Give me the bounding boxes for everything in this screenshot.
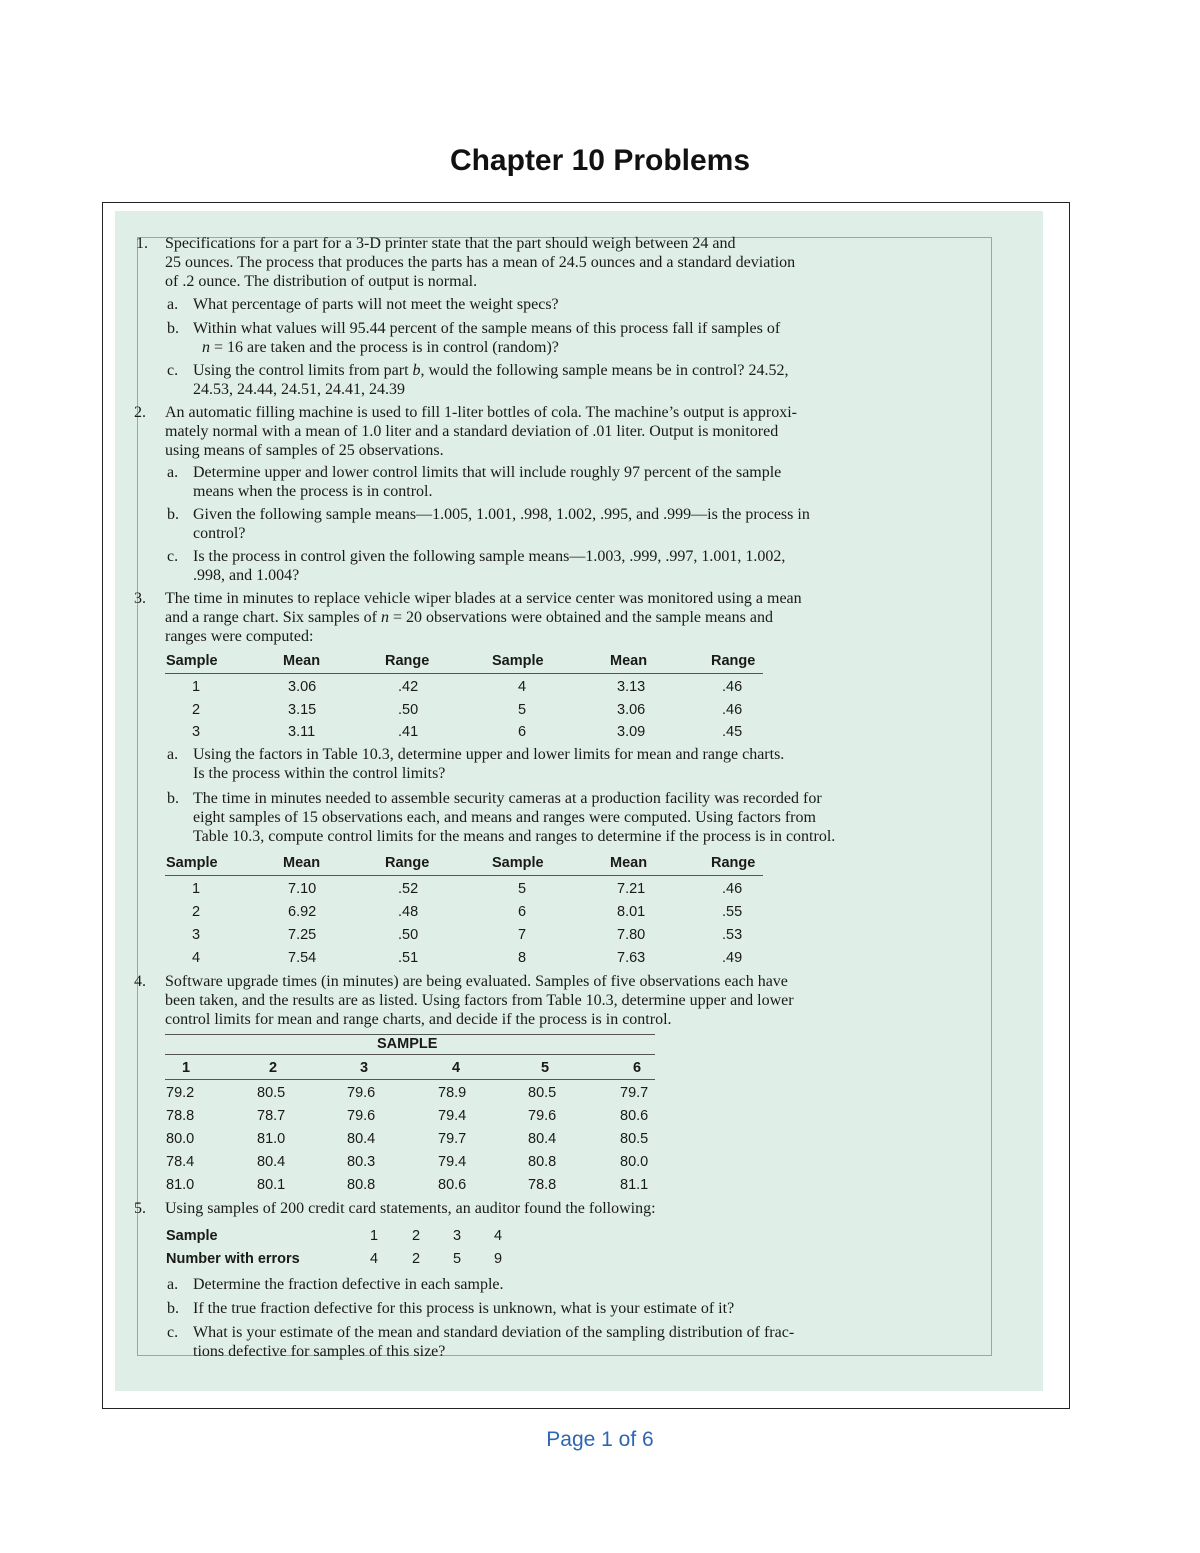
table-1-header: Range: [385, 653, 430, 669]
table-cell: 79.6: [347, 1085, 376, 1101]
table-1-header: Sample: [166, 653, 218, 669]
part-c-label: c.: [167, 362, 179, 379]
table-cell: 4: [494, 1228, 503, 1244]
table-1-header: Range: [711, 653, 756, 669]
table-cell: 79.6: [347, 1108, 376, 1124]
table-cell: 81.0: [257, 1131, 286, 1147]
table-2-header: Range: [711, 855, 756, 871]
table-cell: 78.4: [166, 1154, 195, 1170]
part-c-label: c.: [167, 1324, 179, 1341]
table-cell: 9: [494, 1251, 503, 1267]
table-cell: 7.63: [617, 950, 646, 966]
table-3-header: 3: [360, 1060, 369, 1076]
table-cell: 6.92: [288, 904, 317, 920]
problem-3a-text: Is the process within the control limits?: [193, 765, 446, 782]
problem-2-line: mately normal with a mean of 1.0 liter and a standard deviation of .01 liter. Output is monitored: [165, 423, 779, 440]
table-cell: 1: [192, 679, 201, 695]
table-cell: 2: [412, 1251, 421, 1267]
table-cell: 80.6: [620, 1108, 649, 1124]
table-cell: 80.5: [620, 1131, 649, 1147]
problem-1b-text: Within what values will 95.44 percent of the sample means of this process fall if samples of: [193, 320, 781, 337]
problem-5-number: 5.: [134, 1200, 146, 1217]
problem-2-line: using means of samples of 25 observations.: [165, 442, 444, 459]
problem-4-line: Software upgrade times (in minutes) are being evaluated. Samples of five observations each have: [165, 973, 788, 990]
page-number: Page 1 of 6: [546, 1428, 654, 1451]
table-cell: 2: [192, 702, 201, 718]
table-cell: .51: [398, 950, 419, 966]
problem-3-number: 3.: [134, 590, 146, 607]
part-b-label: b.: [167, 320, 179, 337]
table-4-row-label: Number with errors: [166, 1251, 300, 1267]
page-title: Chapter 10 Problems: [449, 144, 751, 177]
problem-4-line: been taken, and the results are as listed. Using factors from Table 10.3, determine upper and lower: [165, 992, 794, 1009]
table-1-header: Mean: [610, 653, 648, 669]
part-a-label: a.: [167, 464, 179, 481]
table-cell: 5: [518, 881, 527, 897]
table-cell: 6: [518, 724, 527, 740]
table-cell: 8.01: [617, 904, 646, 920]
table-cell: 4: [370, 1251, 379, 1267]
table-cell: .55: [722, 904, 743, 920]
table-cell: 80.5: [257, 1085, 286, 1101]
problem-2b-text: control?: [193, 525, 246, 542]
table-3-rule-mid: [165, 1054, 655, 1055]
table-cell: 78.8: [166, 1108, 195, 1124]
part-c-label: c.: [167, 548, 179, 565]
table-cell: 3: [192, 724, 201, 740]
table-cell: 81.0: [166, 1177, 195, 1193]
table-cell: 81.1: [620, 1177, 649, 1193]
problem-3a-text: Using the factors in Table 10.3, determine upper and lower limits for mean and range charts.: [193, 746, 785, 763]
table-cell: 6: [518, 904, 527, 920]
table-2-header: Sample: [492, 855, 544, 871]
table-cell: 3.09: [617, 724, 646, 740]
table-3-header: 4: [452, 1060, 461, 1076]
table-cell: .42: [398, 679, 419, 695]
table-cell: 3.06: [617, 702, 646, 718]
table-cell: 80.4: [257, 1154, 286, 1170]
table-cell: 79.7: [620, 1085, 649, 1101]
problem-2-line: An automatic filling machine is used to fill 1-liter bottles of cola. The machine’s output is approxi-: [165, 404, 798, 421]
table-cell: 80.4: [347, 1131, 376, 1147]
table-cell: 3: [192, 927, 201, 943]
table-1-rule: [165, 673, 763, 674]
table-cell: .46: [722, 881, 743, 897]
table-cell: 2: [412, 1228, 421, 1244]
problem-1c-text: [193, 361, 788, 380]
table-cell: .46: [722, 679, 743, 695]
table-cell: 3: [453, 1228, 462, 1244]
problem-3b-text: The time in minutes needed to assemble security cameras at a production facility was recorded for: [193, 790, 822, 807]
problem-1a-text: What percentage of parts will not meet the weight specs?: [193, 296, 559, 313]
problem-1c-text: 24.53, 24.44, 24.51, 24.41, 24.39: [193, 381, 405, 398]
table-cell: 80.1: [257, 1177, 286, 1193]
problem-5c-text: tions defective for samples of this size?: [193, 1343, 446, 1360]
table-2-header: Range: [385, 855, 430, 871]
problem-1-number: 1.: [136, 235, 148, 252]
table-cell: 80.8: [528, 1154, 557, 1170]
table-cell: 1: [370, 1228, 379, 1244]
problem-3b-text: eight samples of 15 observations each, and means and ranges were computed. Using factors from: [193, 809, 816, 826]
table-cell: 79.2: [166, 1085, 195, 1101]
table-cell: .50: [398, 702, 419, 718]
table-3-group-header: SAMPLE: [377, 1036, 438, 1052]
table-cell: .48: [398, 904, 419, 920]
table-cell: 79.4: [438, 1108, 467, 1124]
table-cell: 7.80: [617, 927, 646, 943]
problem-2c-text: .998, and 1.004?: [193, 567, 300, 584]
variable-b: b: [412, 362, 421, 379]
problem-5a-text: Determine the fraction defective in each sample.: [193, 1276, 504, 1293]
table-4-row-label: Sample: [166, 1228, 218, 1244]
table-cell: 7.54: [288, 950, 317, 966]
table-cell: .53: [722, 927, 743, 943]
problem-1c-text-rest: , would the following sample means be in control? 24.52,: [420, 362, 789, 379]
part-b-label: b.: [167, 790, 179, 807]
problem-2-number: 2.: [134, 404, 146, 421]
table-cell: .41: [398, 724, 419, 740]
table-cell: 5: [518, 702, 527, 718]
table-cell: .45: [722, 724, 743, 740]
problem-3-line-rest: = 20 observations were obtained and the sample means and: [392, 609, 773, 626]
problem-1-line: of .2 ounce. The distribution of output is normal.: [165, 273, 478, 290]
table-3-header: 6: [633, 1060, 642, 1076]
table-3-header: 1: [182, 1060, 191, 1076]
table-cell: 80.0: [620, 1154, 649, 1170]
variable-n: n: [380, 609, 389, 626]
table-cell: 8: [518, 950, 527, 966]
table-3-header: 2: [269, 1060, 278, 1076]
table-cell: 80.5: [528, 1085, 557, 1101]
table-cell: 7.10: [288, 881, 317, 897]
table-2-header: Mean: [610, 855, 648, 871]
problem-2b-text: Given the following sample means—1.005, 1.001, .998, 1.002, .995, and .999—is the process in: [193, 506, 810, 523]
table-cell: 7.25: [288, 927, 317, 943]
table-cell: .49: [722, 950, 743, 966]
table-1-header: Mean: [283, 653, 321, 669]
problem-1b-text-rest: = 16 are taken and the process is in control (random)?: [214, 339, 559, 356]
part-a-label: a.: [167, 1276, 179, 1293]
table-cell: 4: [192, 950, 201, 966]
table-cell: 5: [453, 1251, 462, 1267]
part-b-label: b.: [167, 1300, 179, 1317]
problem-2a-text: Determine upper and lower control limits that will include roughly 97 percent of the sample: [193, 464, 782, 481]
problem-3-line: [165, 608, 773, 627]
table-3-header: 5: [541, 1060, 550, 1076]
problem-2c-text: Is the process in control given the following sample means—1.003, .999, .997, 1.001, 1.002,: [193, 548, 786, 565]
table-3-rule-bottom: [165, 1079, 655, 1080]
table-cell: 79.7: [438, 1131, 467, 1147]
problem-3-line-start: and a range chart. Six samples of: [165, 609, 377, 626]
problem-3-line: ranges were computed:: [165, 628, 314, 645]
table-cell: 78.9: [438, 1085, 467, 1101]
table-cell: 3.06: [288, 679, 317, 695]
table-cell: 3.15: [288, 702, 317, 718]
table-cell: 80.8: [347, 1177, 376, 1193]
table-cell: 3.13: [617, 679, 646, 695]
variable-n: n: [202, 339, 210, 356]
problem-4-line: control limits for mean and range charts, and decide if the process is in control.: [165, 1011, 672, 1028]
table-cell: .50: [398, 927, 419, 943]
table-cell: 7.21: [617, 881, 646, 897]
problem-2a-text: means when the process is in control.: [193, 483, 433, 500]
table-1-header: Sample: [492, 653, 544, 669]
table-cell: 80.4: [528, 1131, 557, 1147]
table-cell: 80.0: [166, 1131, 195, 1147]
table-cell: 79.4: [438, 1154, 467, 1170]
table-2-rule: [165, 875, 763, 876]
table-2-header: Sample: [166, 855, 218, 871]
table-cell: 4: [518, 679, 527, 695]
problem-1-line: Specifications for a part for a 3-D printer state that the part should weigh between 24 and: [165, 235, 736, 252]
part-a-label: a.: [167, 296, 179, 313]
problem-1-line: 25 ounces. The process that produces the parts has a mean of 24.5 ounces and a standard deviation: [165, 254, 796, 271]
table-3-rule-top: [165, 1034, 655, 1035]
problem-1c-text-start: Using the control limits from part: [193, 362, 409, 379]
part-a-label: a.: [167, 746, 179, 763]
problem-5-line: Using samples of 200 credit card statements, an auditor found the following:: [165, 1200, 656, 1217]
table-cell: 2: [192, 904, 201, 920]
table-cell: .46: [722, 702, 743, 718]
table-cell: 80.6: [438, 1177, 467, 1193]
part-b-label: b.: [167, 506, 179, 523]
problem-5b-text: If the true fraction defective for this process is unknown, what is your estimate of it?: [193, 1300, 735, 1317]
table-cell: 7: [518, 927, 527, 943]
problem-5c-text: What is your estimate of the mean and standard deviation of the sampling distribution of frac-: [193, 1324, 795, 1341]
table-cell: 79.6: [528, 1108, 557, 1124]
problem-3-line: The time in minutes to replace vehicle wiper blades at a service center was monitored using a mean: [165, 590, 802, 607]
problem-1b-text: [202, 338, 559, 357]
table-cell: 78.7: [257, 1108, 286, 1124]
table-cell: .52: [398, 881, 419, 897]
table-cell: 78.8: [528, 1177, 557, 1193]
table-cell: 1: [192, 881, 201, 897]
table-cell: 80.3: [347, 1154, 376, 1170]
problem-4-number: 4.: [134, 973, 146, 990]
table-2-header: Mean: [283, 855, 321, 871]
table-cell: 3.11: [288, 724, 316, 740]
problem-3b-text: Table 10.3, compute control limits for the means and ranges to determine if the process is in control.: [193, 828, 836, 845]
